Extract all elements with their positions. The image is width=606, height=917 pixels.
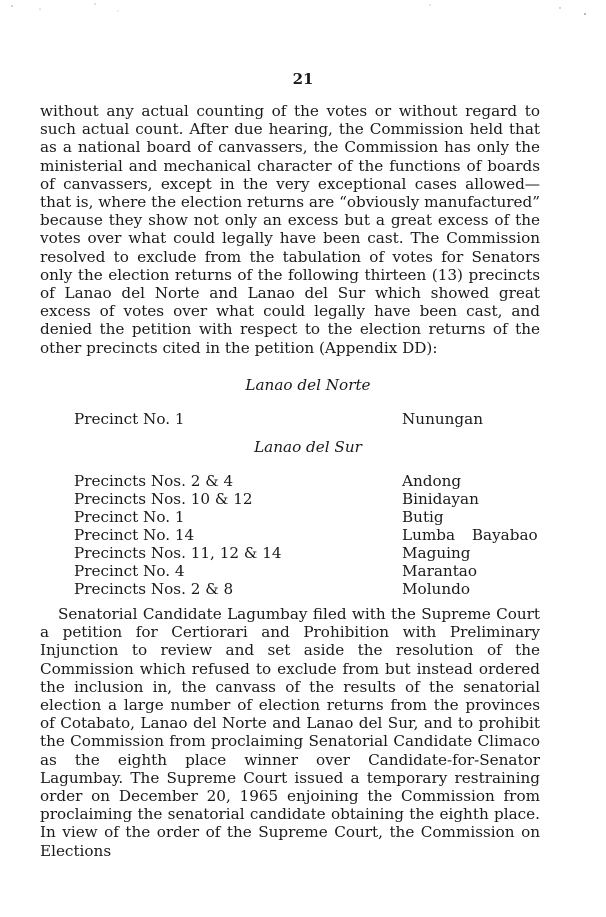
municipality-label: Marantao <box>402 562 478 580</box>
precinct-label: Precincts Nos. 11, 12 & 14 <box>74 544 282 562</box>
precinct-row <box>74 472 544 490</box>
heading-lanao-del-sur: Lanao del Sur <box>254 438 362 456</box>
precinct-label: Precincts Nos. 2 & 4 <box>74 472 234 490</box>
precinct-label: Precinct No. 1 <box>74 508 185 526</box>
municipality-label: Binidayan <box>402 490 479 508</box>
precinct-row <box>74 526 544 544</box>
precinct-label: Precinct No. 1 <box>74 410 185 428</box>
municipality-label: Lumba Bayabao <box>402 526 538 544</box>
municipality-label: Butig <box>402 508 444 526</box>
precinct-row <box>74 580 544 598</box>
heading-lanao-del-norte: Lanao del Norte <box>245 376 371 394</box>
precinct-label: Precincts Nos. 2 & 8 <box>74 580 234 598</box>
precinct-row <box>74 410 544 428</box>
municipality-label: Maguing <box>402 544 471 562</box>
body-paragraph-2: Senatorial Candidate Lagumbay filed with the Supreme Court a petition for Certiorari and Prohibition with Preliminary Injunction to review and set aside the resolution of the Commission which refused to exclude from but instead ordered the inclusion in, the canvass of the results of the senatorial election a large number of election returns from the provinces of Cotabato, Lanao del Norte and Lanao del Sur, and to prohibit the Commission from proclaiming Senatorial Candidate Climaco as the eighth place winner over Candidate-for-Senator Lagumbay. The Supreme Court issued a temporary restraining order on December 20, 1965 enjoining the Commission from proclaiming the senatorial candidate obtaining the eighth place. In view of the order of the Supreme Court, the Commission on Elections <box>40 605 540 860</box>
precinct-row <box>74 508 544 526</box>
municipality-label: Molundo <box>402 580 470 598</box>
municipality-label: Andong <box>402 472 462 490</box>
body-paragraph-1: without any actual counting of the votes or without regard to such actual count. After due hearing, the Commission held that as a national board of canvassers, the Commission has only the ministerial and mechanical character of the functions of boards of canvassers, except in the very exceptional cases allowed—that is, where the election returns are “obviously manufactured” because they show not only an excess but a great excess of the votes over what could legally have been cast. The Commission resolved to exclude from the tabulation of votes for Senators only the election returns of the following thirteen (13) precincts of Lanao del Norte and Lanao del Sur which showed great excess of votes over what could legally have been cast, and denied the petition with respect to the election returns of the other precincts cited in the petition (Appendix DD): <box>40 102 540 357</box>
precinct-label: Precinct No. 4 <box>74 562 185 580</box>
precinct-row <box>74 544 544 562</box>
municipality-label: Nunungan <box>402 410 483 428</box>
page-number: 21 <box>292 70 314 88</box>
precinct-row <box>74 562 544 580</box>
scan-noise-decoration <box>0 0 606 20</box>
precinct-label: Precinct No. 14 <box>74 526 195 544</box>
precinct-label: Precincts Nos. 10 & 12 <box>74 490 253 508</box>
precinct-row <box>74 490 544 508</box>
